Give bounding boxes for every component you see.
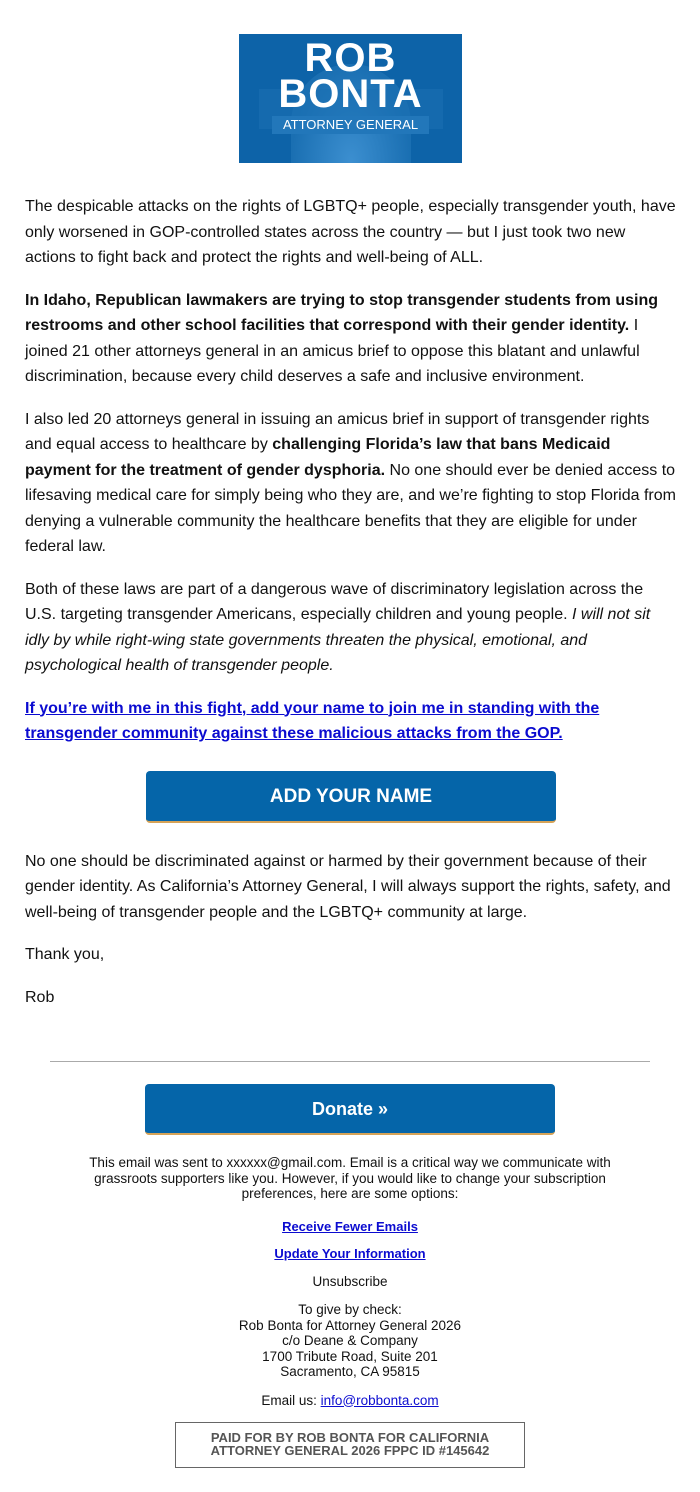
email-body bbox=[25, 194, 677, 1027]
address-line: 1700 Tribute Road, Suite 201 bbox=[262, 1348, 438, 1364]
logo-line2: BONTA bbox=[278, 72, 423, 116]
donate-button[interactable]: Donate » bbox=[145, 1084, 555, 1135]
paid-for-disclaimer: PAID FOR BY ROB BONTA FOR CALIFORNIA ATTORNEY GENERAL 2026 FPPC ID #145642 bbox=[175, 1422, 525, 1468]
paragraph-closing: No one should be discriminated against or harmed by their government because of their gender identity. As California’s Attorney General, I will always support the rights, safety, and well-being of transgender people and the LGBTQ+ community at large. bbox=[25, 852, 671, 921]
address-line: Sacramento, CA 95815 bbox=[280, 1364, 420, 1379]
email-label: Email us: bbox=[261, 1392, 321, 1408]
thanks-text: Thank you, bbox=[25, 946, 105, 963]
paragraph-florida: I also led 20 attorneys general in issuing an amicus brief in support of transgender rights and equal access to healthcare by challenging Florida’s law that bans Medicaid payment for the treatment of gender dysphoria. No one should ever be denied access to lifesaving medical care for simply being who they are, and we’re fighting to stop Florida from denying a vulnerable community the healthcare benefits that they are eligible for under federal law. bbox=[25, 410, 676, 555]
logo-line1: ROB bbox=[304, 36, 397, 80]
divider bbox=[50, 1061, 650, 1062]
check-label: To give by check: bbox=[298, 1302, 402, 1317]
email-link[interactable]: info@robbonta.com bbox=[320, 1392, 439, 1408]
receive-fewer-emails-link[interactable]: Receive Fewer Emails bbox=[282, 1218, 418, 1234]
address-line: c/o Deane & Company bbox=[282, 1333, 418, 1348]
address-line: Rob Bonta for Attorney General 2026 bbox=[238, 1317, 462, 1333]
petition-link[interactable]: If you’re with me in this fight, add your name to join me in standing with the transgender community against these malicious attacks from the GOP. bbox=[25, 699, 600, 742]
paragraph-idaho: In Idaho, Republican lawmakers are trying to stop transgender students from using restrooms and other school facilities that correspond with their gender identity. I joined 21 other attorneys general in an amicus brief to oppose this blatant and unlawful discrimination, because every child deserves a safe and inclusive environment. bbox=[25, 291, 658, 385]
footer bbox=[60, 1155, 640, 1468]
subscription-notice: This email was sent to xxxxxx@gmail.com. Email is a critical way we communicate with grassroots supporters like you. However, if you would like to change your subscription preferences, here are some options: bbox=[89, 1155, 611, 1201]
logo bbox=[239, 34, 462, 163]
paragraph-laws: Both of these laws are part of a dangerous wave of discriminatory legislation across the U.S. targeting transgender Americans, especially children and young people. I will not sit idly by while right-wing state governments threaten the physical, emotional, and psychological health of transgender people. bbox=[25, 580, 651, 674]
unsubscribe-text[interactable]: Unsubscribe bbox=[312, 1273, 388, 1289]
logo-line3: ATTORNEY GENERAL bbox=[272, 116, 429, 134]
paragraph-intro: The despicable attacks on the rights of LGBTQ+ people, especially transgender youth, have only worsened in GOP-controlled states across the country — but I just took two new actions to fight back and protect the rights and well-being of ALL. bbox=[25, 198, 676, 266]
signature: Rob bbox=[25, 988, 55, 1006]
update-information-link[interactable]: Update Your Information bbox=[274, 1246, 426, 1261]
add-your-name-button[interactable]: ADD YOUR NAME bbox=[146, 771, 556, 823]
